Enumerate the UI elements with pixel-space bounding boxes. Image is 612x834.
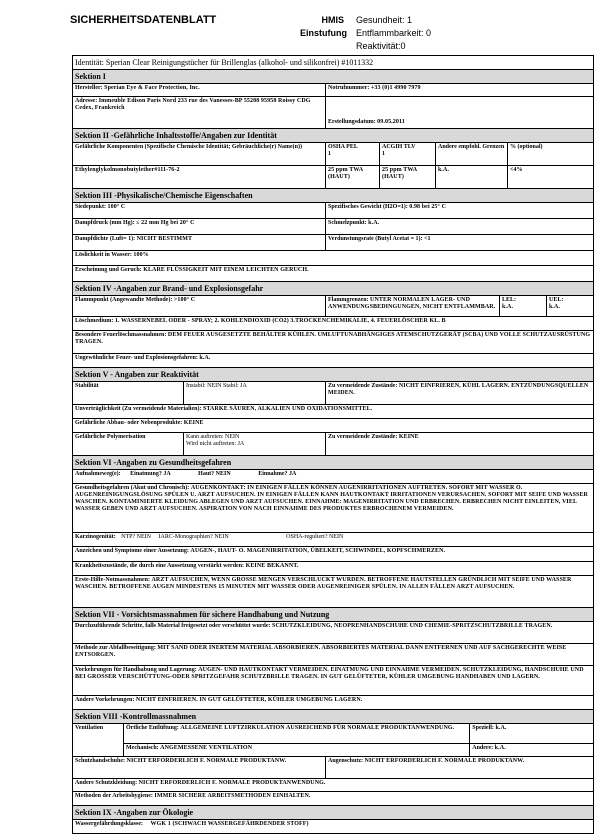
schritte-cell: [73, 622, 593, 643]
gewicht-label: Spezifisches Gewicht (H2O=1):: [328, 204, 408, 210]
flammgrenzen-cell: [325, 296, 499, 316]
s2-header-row: [73, 142, 593, 165]
s1-row-hersteller: [73, 83, 593, 96]
gewicht-value: 0.98 bei 25° C: [409, 204, 447, 210]
schmelzpunkt-value: k.A.: [368, 220, 380, 226]
notruf-label: Notrufnummer:: [328, 85, 370, 91]
vorkehrungen-cell: [73, 666, 593, 695]
arbeitshygiene-cell: [73, 792, 593, 805]
s3-row-4: [73, 250, 593, 265]
vorkehrungen-value: AUGEN- UND HAUTKONTAKT VERMEIDEN. EINATMUNG UND EINNAHME VERMEIDEN. SCHUTZKLEIDUNG, HANDSCHUHE UND BEI GROSSER VERSCHÜTTUNG-ODER SPRITZGEFAHR SCHUTZBRILLE TRAGEN. IN GUT GELÜFTETER, KÜHLER UMGEBUNG HANDHABEN UND LAGERN.: [75, 667, 584, 680]
adresse-value: Immeuble Edison Paris Nord 233 rue des Vanesses-BP 55288 95958 Roissy CDG Cedex, Frankreich: [75, 98, 311, 111]
einstufung-label: Einstufung: [300, 28, 347, 38]
wgk-value: WGK 1 (SCHWACH WASSERGEFÄHRDENDER STOFF): [150, 821, 309, 827]
handschuhe-label: Schutzhandschuhe:: [75, 758, 126, 764]
andere-vent-value: k.A.: [494, 745, 506, 751]
andere-vent-label: Andere:: [472, 745, 494, 751]
einatmung-value: Einatmung? JA: [130, 471, 171, 477]
s6-row-2: [73, 483, 593, 532]
gewicht-cell: [325, 203, 593, 218]
datasheet-table: [72, 55, 594, 834]
oertlich-cell: [124, 724, 469, 743]
einnahme-value: Einnahme? JA: [258, 471, 297, 477]
section-5-title: Sektion V - Angaben zur Reaktivität: [73, 367, 593, 381]
abbau-value: KEINE: [183, 420, 204, 426]
loeschmedium-label: Löschmedium:: [75, 318, 114, 324]
osha-reg-value: OSHA-reguliert? NEIN: [286, 534, 344, 540]
s7-row-1: [73, 621, 593, 643]
oertlich-label: Örtliche Entlüftung:: [126, 725, 179, 731]
speziell-cell: [469, 724, 593, 743]
schutzkleidung-label: Andere Schutzkleidung:: [75, 780, 138, 786]
flammpunkt-value: >100° C: [173, 297, 196, 303]
s6-row-4: [73, 546, 593, 561]
section-7-title: Sektion VII - Vorsichtsmassnahmen für sichere Handhabung und Nutzung: [73, 607, 593, 621]
s5-row-1: [73, 381, 593, 404]
s5-row-2: [73, 404, 593, 418]
dampfdruck-cell: [73, 219, 325, 234]
wgk-label: Wassergefährdungsklasse:: [75, 821, 144, 827]
loeslichkeit-value: 100%: [133, 252, 149, 258]
erscheinung-label: Erscheinung und Geruch:: [75, 267, 142, 273]
siedepunkt-cell: [73, 203, 325, 218]
feuerloesch-label: Besondere Feuerlöschmassnahmen:: [75, 332, 167, 338]
karzinogen-cell: [73, 533, 593, 546]
loeschmedium-cell: [73, 317, 593, 330]
dampfdruck-label: Dampfdruck (mm Hg):: [75, 220, 135, 226]
notruf-cell: [325, 84, 593, 96]
component-prozent: <4%: [507, 166, 593, 188]
notruf-value: +33 (0)1 4990 7979: [370, 85, 421, 91]
ventilation-grid: [123, 724, 593, 756]
polymerisation-values: [183, 433, 325, 455]
section-3-title: Sektion III -Physikalische/Chemische Eigenschaften: [73, 188, 593, 202]
abbau-cell: [73, 419, 593, 432]
adresse-label: Adresse:: [75, 98, 98, 104]
datum-value: 09.05.2011: [377, 119, 405, 125]
s4-row-3: [73, 330, 593, 353]
acgih-label: ACGIH TLV: [382, 144, 416, 150]
siedepunkt-value: 100° C: [107, 204, 126, 210]
section-1-title: Sektion I: [73, 69, 593, 83]
loeslichkeit-label: Löslichkeit in Wasser:: [75, 252, 132, 258]
osha-label: OSHA PEL: [328, 144, 358, 150]
gesundheit-value: AUGENKONTAKT: IN EINIGEN FÄLLEN KÖNNEN AUGENIRRITATIONEN AUFTRETEN. SOFORT MIT WASSER O. AUGENREINIGUNGSLÖSUNG SPÜLEN U. ARZT AUFSUCHEN. IN EINIGEN FÄLLEN KANN HAUTKONTAKT IRRITATIONEN VERURSACHEN. SOFORT MIT SEIFE UND WASSER WASCHEN. KONTAMINIERTE KLEIDUNG ABLEGEN UND ARZT AUFSUCHEN. EINNAHME: MAGENIRRITATION UND ERBRECHEN. ERBRECHEN NICHT EINLEITEN, VIEL WASSER GEBEN UND ARZT AUFSUCHEN. ASPIRATION VON NACH EINNAHME DES PRODUKTES ERBROCHENEM VERMEIDEN.: [75, 485, 588, 512]
erstehilfe-value: ARZT AUFSUCHEN, WENN GROSSE MENGEN VERSCHLUCKT WURDEN. BETROFFENE HAUTSTELLEN GRÜNDLICH MIT SEIFE UND WASSER WASCHEN. BETROFFENE AUGEN MINDESTENS 15 MINUTEN MIT WASSER ODER AUGENREINIGER SPÜLEN. IN ALLEN FÄLLEN ARZT AUFSUCHEN.: [75, 577, 572, 590]
mechanisch-cell: [124, 744, 469, 756]
adresse-cell: [73, 97, 325, 128]
verdunstung-label: Verdunstungsrate (Butyl Acetat = 1):: [328, 236, 423, 242]
anzeichen-value: AUGEN-, HAUT- O. MAGENIRRITATION, ÜBELKEIT, SCHWINDEL, KOPFSCHMERZEN.: [190, 548, 446, 554]
vorkehrungen-label: Vorkehrungen für Handhabung und Lagerung:: [75, 667, 197, 673]
handschuhe-cell: [73, 757, 325, 778]
s2-data-row: [73, 165, 593, 188]
unvertraeglich-cell: [73, 405, 593, 418]
arbeitshygiene-label: Methoden der Arbeitshygiene:: [75, 793, 153, 799]
stabilitaet-label: Stabilität: [75, 383, 99, 389]
schutzkleidung-value: NICHT ERFORDERLICH F. NORMALE PRODUKTANWENDUNG.: [138, 780, 326, 786]
abbau-label: Gefährliche Abbau- oder Nebenprodukte:: [75, 420, 183, 426]
s2-header-acgih: [379, 143, 435, 165]
arbeitshygiene-value: IMMER SICHERE ARBEITSMETHODEN EINHALTEN.: [154, 793, 311, 799]
hmis-gesundheit: Gesundheit: 1: [356, 15, 413, 25]
uel-label: UEL:: [549, 297, 564, 303]
s6-row-1: [73, 469, 593, 483]
s1-row-adresse: [73, 96, 593, 128]
s6-row-3: [73, 532, 593, 546]
schritte-value: SCHUTZKLEIDUNG, NEOPRENHANDSCHUHE UND CHEMIE-SPRITZSCHUTZBRILLE TRAGEN.: [272, 623, 553, 629]
component-osha: 25 ppm TWA (HAUT): [325, 166, 379, 188]
feuerloesch-cell: [73, 331, 593, 353]
hersteller-value: Sperian Eye & Face Protection, Inc.: [104, 85, 200, 91]
speziell-value: k.A.: [495, 725, 507, 731]
datum-label: Erstellungsdatum:: [328, 119, 376, 125]
section-9-title: Sektion IX -Angaben zur Ökologie: [73, 805, 593, 819]
hersteller-label: Hersteller:: [75, 85, 103, 91]
zustaende2-value: KEINE: [398, 434, 419, 440]
anzeichen-cell: [73, 547, 593, 561]
hmis-entflammbarkeit: Entflammbarkeit: 0: [356, 28, 432, 38]
s7-row-4: [73, 695, 593, 709]
hmis-values: [356, 14, 431, 53]
erscheinung-value: KLARE FLÜSSIGKEIT MIT EINEM LEICHTEN GERUCH.: [143, 267, 309, 273]
section-4-title: Sektion IV -Angaben zur Brand- und Explosionsgefahr: [73, 281, 593, 295]
zustaende-cell: [325, 382, 593, 404]
augenschutz-value: NICHT ERFORDERLICH F. NORMALE PRODUKTANW.: [364, 758, 525, 764]
lel-label: LEL:: [502, 297, 517, 303]
schutzkleidung-cell: [73, 779, 593, 791]
haut-value: Haut? NEIN: [198, 471, 231, 477]
s9-row-1: [73, 819, 593, 833]
krankheit-cell: [73, 562, 593, 575]
document-header: [0, 0, 612, 56]
s2-header-osha: [325, 143, 379, 165]
verdunstung-cell: [325, 235, 593, 250]
s2-header-andere: Andere empfohl. Grenzen: [435, 143, 507, 165]
acgih-sub: 1: [382, 151, 385, 157]
speziell-label: Speziell:: [472, 725, 494, 731]
handschuhe-value: NICHT ERFORDERLICH F. NORMALE PRODUKTANW.: [126, 758, 287, 764]
component-acgih: 25 ppm TWA (HAUT): [379, 166, 435, 188]
section-6-title: Sektion VI -Angaben zu Gesundheitsgefahren: [73, 455, 593, 469]
section-2-title: Sektion II -Gefährliche Inhaltsstoffe/Angaben zur Identität: [73, 128, 593, 142]
s5-row-4: [73, 432, 593, 455]
andere-vork-value: NICHT EINFRIEREN. IN GUT GELÜFTETER, KÜHLER UMGEBUNG LAGERN.: [135, 697, 363, 703]
component-andere: k.A.: [435, 166, 507, 188]
flammpunkt-label: Flammpunkt (Angewandte Methode):: [75, 297, 173, 303]
gesundheit-label: Gesundheitsgefahren (Akut und Chronisch):: [75, 485, 190, 491]
erstehilfe-cell: [73, 576, 593, 607]
vent-row-mechanisch: [124, 744, 593, 756]
s8-row-1: [73, 723, 593, 756]
siedepunkt-label: Siedepunkt:: [75, 204, 107, 210]
oertlich-value: ALLGEMEINE LUFTZIRKULATION AUSREICHEND FÜR NORMALE PRODUKTANWENDUNG.: [180, 725, 455, 731]
augenschutz-cell: [325, 757, 593, 778]
component-name: Ethylenglykolmonobutylether#111-76-2: [75, 167, 180, 173]
krankheit-label: Krankheitszustände, die durch eine Aussetzung verstärkt werden:: [75, 563, 245, 569]
mechanisch-value: ANGEMESSENE VENTILATION: [160, 745, 253, 751]
abfall-value: MIT SAND ODER INERTEM MATERIAL ABSORBIEREN. ABSORBIERTES MATERIAL DANN ENTFERNEN UND AUF SACHGERECHTE WEISE ENTSORGEN.: [75, 645, 567, 658]
uel-value: k.A.: [549, 304, 561, 310]
ungewoehnlich-cell: [73, 354, 593, 367]
andere-vork-label: Andere Vorkehrungen:: [75, 697, 135, 703]
s6-row-5: [73, 561, 593, 575]
wgk-cell: [73, 820, 593, 833]
dampfdruck-value: ≤ 22 mm Hg bei 20° C: [136, 220, 195, 226]
s4-row-2: [73, 316, 593, 330]
s8-row-2: [73, 756, 593, 778]
aufnahme-cell: [73, 470, 593, 483]
s5-row-3: [73, 418, 593, 432]
poly-kann: Kann auftreten: NEIN: [186, 434, 240, 440]
lel-cell: [499, 296, 546, 316]
verdunstung-value: <1: [424, 236, 431, 242]
ungewoehnlich-label: Ungewöhnliche Feuer- und Explosionsgefahren:: [75, 355, 198, 361]
schmelzpunkt-label: Schmelzpunkt:: [328, 220, 367, 226]
zustaende2-cell: [325, 433, 593, 455]
lel-value: k.A.: [502, 304, 514, 310]
s8-row-4: [73, 791, 593, 805]
erscheinung-cell: [73, 266, 593, 281]
loeslichkeit-cell: [73, 251, 593, 265]
document-title: SICHERHEITSDATENBLATT: [70, 14, 217, 26]
aufnahme-label: Aufnahmeweg(e):: [75, 471, 121, 477]
anzeichen-label: Anzeichen und Symptome einer Aussetzung:: [75, 548, 189, 554]
zustaende2-label: Zu vermeidende Zustände:: [328, 434, 398, 440]
s3-row-5: [73, 265, 593, 281]
s3-row-2: [73, 218, 593, 234]
uel-cell: [546, 296, 593, 316]
dampfdichte-cell: [73, 235, 325, 250]
dampfdichte-label: Dampfdichte (Luft= 1):: [75, 236, 136, 242]
s7-row-2: [73, 643, 593, 665]
unvertraeglich-label: Unverträglichkeit (Zu vermeidende Materialien):: [75, 406, 202, 412]
schmelzpunkt-cell: [325, 219, 593, 234]
ventilation-label: Ventilation: [75, 725, 104, 731]
erstehilfe-label: Erste-Hilfe-Notmassnahmen:: [75, 577, 150, 583]
dampfdichte-value: NICHT BESTIMMT: [136, 236, 193, 242]
s8-row-3: [73, 778, 593, 791]
iarc-value: IARC-Monographien? NEIN: [158, 534, 229, 540]
flammpunkt-cell: [73, 296, 325, 316]
karzinogen-label: Karzinogenität:: [75, 534, 116, 540]
s4-row-4: [73, 353, 593, 367]
hersteller-cell: [73, 84, 325, 96]
vent-row-oertlich: [124, 724, 593, 744]
ntp-value: NTP? NEIN: [121, 534, 151, 540]
mechanisch-label: Mechanisch:: [126, 745, 159, 751]
feuerloesch-value: DEM FEUER AUSGESETZTE BEHÄLTER KÜHLEN. UMLUFTUNABHÄNGIGES ATEMSCHUTZGERÄT (SCBA) UND VOLLE SCHUTZAUSRÜSTUNG TRAGEN.: [75, 332, 591, 345]
abfall-label: Methode zur Abfallbeseitigung:: [75, 645, 156, 651]
flammgrenzen-value: UNTER NORMALEN LAGER- UND ANWENDUNGSBEDINGUNGEN, NICHT ENTFLAMMBAR.: [328, 297, 496, 310]
poly-wird-nicht: Wird nicht auftreten: JA: [186, 441, 245, 447]
abfall-cell: [73, 644, 593, 665]
product-identity: Identität: Sperian Clear Reinigungstücher für Brillenglas (alkohol- und silikonfrei) #1011332: [75, 58, 374, 67]
s2-header-components: Gefährliche Komponenten (Spezifische Chemische Identität; Gebräuchliche(r) Name(n)): [75, 144, 302, 150]
osha-sub: 1: [328, 151, 331, 157]
s6-row-6: [73, 575, 593, 607]
s4-row-1: [73, 295, 593, 316]
gesundheit-cell: [73, 484, 593, 532]
krankheit-value: KEINE BEKANNT.: [245, 563, 299, 569]
s2-header-prozent: % (optional): [507, 143, 593, 165]
s3-row-3: [73, 234, 593, 250]
hmis-label-block: [300, 14, 347, 40]
datum-cell: [325, 97, 593, 128]
augenschutz-label: Augenschutz:: [328, 758, 364, 764]
unvertraeglich-value: STARKE SÄUREN, ALKALIEN UND OXIDATIONSMITTEL.: [202, 406, 373, 412]
hmis-label: HMIS: [321, 15, 344, 25]
zustaende-value: NICHT EINFRIEREN, KÜHL LAGERN. ENTZÜNDUNGSQUELLEN MEIDEN.: [328, 383, 589, 396]
section-8-title: Sektion VIII -Kontrollmassnahmen: [73, 709, 593, 723]
hmis-reaktivitaet: Reaktivität:0: [356, 41, 406, 51]
s3-row-1: [73, 202, 593, 218]
s7-row-3: [73, 665, 593, 695]
schritte-label: Durchzuführende Schritte, falls Material freigesetzt oder verschüttet wurde:: [75, 623, 271, 629]
loeschmedium-value: 1. WASSERNEBEL ODER - SPRAY; 2. KOHLENDIOXID (CO2) 3.TROCKENCHEMIKALIE, 4. FEUERLÖSCHER KL. B: [114, 318, 446, 324]
instabil-value: Instabil: NEIN Stabil: JA: [183, 382, 325, 404]
polymerisation-label: Gefährliche Polymerisation: [75, 434, 146, 440]
andere-vent-cell: [469, 744, 593, 756]
flammgrenzen-label: Flammgrenzen:: [328, 297, 369, 303]
andere-vork-cell: [73, 696, 593, 709]
ungewoehnlich-value: k.A.: [199, 355, 211, 361]
zustaende-label: Zu vermeidende Zustände:: [328, 383, 398, 389]
